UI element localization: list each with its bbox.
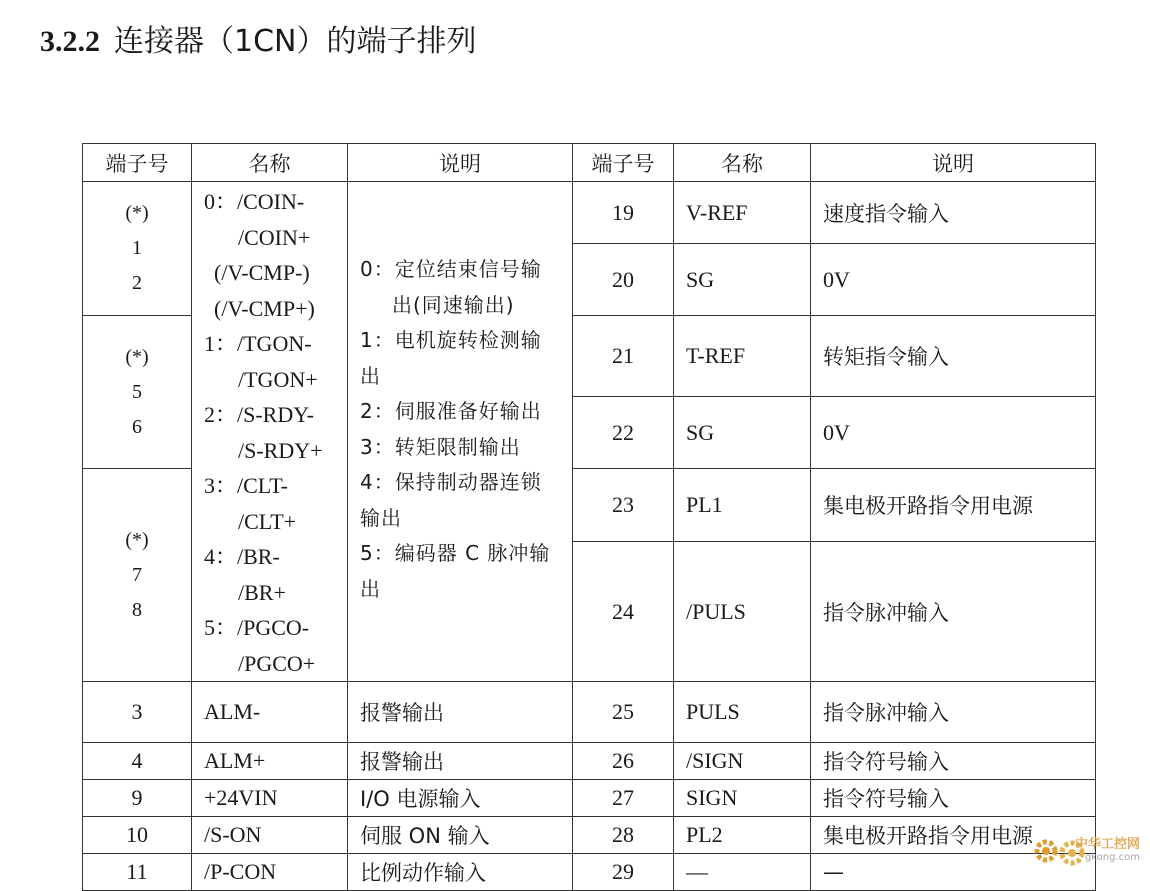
- watermark-url: gkong.com: [1084, 852, 1140, 863]
- pin-number: 11: [83, 854, 192, 891]
- signal-name: T-REF: [674, 316, 811, 397]
- header-pin: 端子号: [83, 144, 192, 182]
- table-row: [83, 743, 1096, 780]
- pin-table: [82, 143, 1096, 891]
- pin-number: 24: [573, 542, 674, 682]
- signal-name-list: 0：/COIN- /COIN+ (/V-CMP-) (/V-CMP+) 1：/TGON- /TGON+ 2：/S-RDY- /S-RDY+ 3：/CLT- /CLT+ 4：/BR- /BR+ 5：/PGCO- /PGCO+: [192, 182, 348, 682]
- signal-description: 报警输出: [348, 682, 573, 743]
- signal-description: 指令符号输入: [811, 780, 1096, 817]
- signal-name: /P-CON: [192, 854, 348, 891]
- pin-number: 20: [573, 244, 674, 316]
- signal-description: 集电极开路指令用电源: [811, 817, 1096, 854]
- pin-group-cell: (*) 5 6: [83, 316, 192, 469]
- signal-description: 速度指令输入: [811, 182, 1096, 244]
- table-row: [83, 182, 1096, 244]
- pin-number: 4: [83, 743, 192, 780]
- signal-description: 集电极开路指令用电源: [811, 469, 1096, 542]
- pin-number: 19: [573, 182, 674, 244]
- signal-description: 0V: [811, 397, 1096, 469]
- pin-number: 28: [573, 817, 674, 854]
- signal-description: 指令符号输入: [811, 743, 1096, 780]
- signal-name: ALM+: [192, 743, 348, 780]
- table-row: [83, 780, 1096, 817]
- header-desc: 说明: [811, 144, 1096, 182]
- section-heading: [40, 22, 476, 62]
- section-number: 3.2.2: [40, 25, 100, 58]
- signal-name: —: [674, 854, 811, 891]
- pin-number: 10: [83, 817, 192, 854]
- pin-number: 27: [573, 780, 674, 817]
- signal-description: 指令脉冲输入: [811, 542, 1096, 682]
- signal-name: V-REF: [674, 182, 811, 244]
- pin-number: 21: [573, 316, 674, 397]
- signal-name: PL1: [674, 469, 811, 542]
- pin-number: 23: [573, 469, 674, 542]
- watermark-title: 中华工控网: [1074, 837, 1140, 852]
- pin-group-cell: (*) 7 8: [83, 469, 192, 682]
- pin-number: 9: [83, 780, 192, 817]
- signal-description: 报警输出: [348, 743, 573, 780]
- signal-description-list: 0：定位结束信号输 出(同速输出) 1：电机旋转检测输 出 2：伺服准备好输出 3：转矩限制输出 4：保持制动器连锁 输出 5：编码器 C 脉冲输 出: [348, 182, 573, 682]
- signal-name: SIGN: [674, 780, 811, 817]
- signal-description: 伺服 ON 输入: [348, 817, 573, 854]
- watermark: [1075, 833, 1140, 863]
- signal-name: /SIGN: [674, 743, 811, 780]
- pin-number: 25: [573, 682, 674, 743]
- signal-name: SG: [674, 244, 811, 316]
- signal-description: 比例动作输入: [348, 854, 573, 891]
- signal-name: PULS: [674, 682, 811, 743]
- signal-name: SG: [674, 397, 811, 469]
- pin-group-cell: (*) 1 2: [83, 182, 192, 316]
- header-desc: 说明: [348, 144, 573, 182]
- signal-name: /S-ON: [192, 817, 348, 854]
- pin-number: 22: [573, 397, 674, 469]
- table-row: [83, 854, 1096, 891]
- header-name: 名称: [192, 144, 348, 182]
- table-row: [83, 682, 1096, 743]
- signal-description: —: [811, 854, 1096, 891]
- signal-name: PL2: [674, 817, 811, 854]
- table-header-row: [83, 144, 1096, 182]
- signal-name: /PULS: [674, 542, 811, 682]
- table-row: [83, 817, 1096, 854]
- signal-description: 指令脉冲输入: [811, 682, 1096, 743]
- signal-name: ALM-: [192, 682, 348, 743]
- header-pin: 端子号: [573, 144, 674, 182]
- signal-description: 转矩指令输入: [811, 316, 1096, 397]
- pin-number: 3: [83, 682, 192, 743]
- signal-description: 0V: [811, 244, 1096, 316]
- pin-number: 29: [573, 854, 674, 891]
- signal-description: I/O 电源输入: [348, 780, 573, 817]
- signal-name: +24VIN: [192, 780, 348, 817]
- section-title: 连接器（1CN）的端子排列: [114, 24, 477, 59]
- pin-number: 26: [573, 743, 674, 780]
- header-name: 名称: [674, 144, 811, 182]
